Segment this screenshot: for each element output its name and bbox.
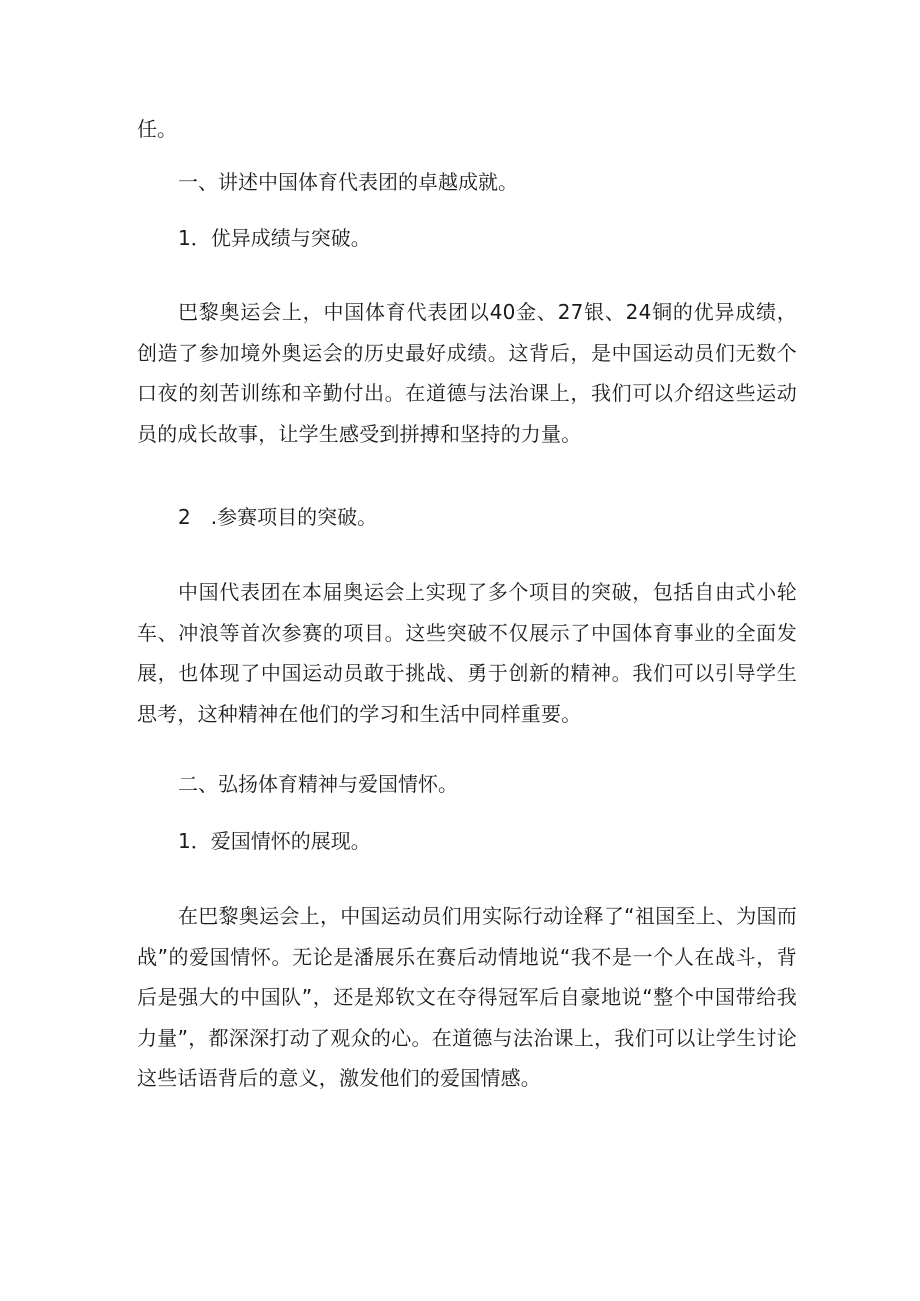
subsection-2-1-heading: 1．爱国情怀的展现。 — [178, 829, 371, 853]
fragment-text: 任。 — [137, 117, 177, 141]
subsection-1-1-body: 巴黎奥运会上，中国体育代表团以40金、27银、24铜的优异成绩，创造了参加境外奥运会的历史最好成绩。这背后，是中国运动员们无数个口夜的刻苦训练和辛勤付出。在道德与法治课上，我们可以介绍这些运动员的成长故事，让学生感受到拼搏和坚持的力量。 — [137, 300, 797, 446]
subsection-1-2-heading: 2 .参赛项目的突破。 — [178, 505, 378, 529]
subsection-1-2-body: 中国代表团在本届奥运会上实现了多个项目的突破，包括自由式小轮车、冲浪等首次参赛的项目。这些突破不仅展示了中国体育事业的全面发展，也体现了中国运动员敢于挑战、勇于创新的精神。我们可以引导学生思考，这种精神在他们的学习和生活中同样重要。 — [137, 580, 797, 726]
section-1-heading: 一、讲述中国体育代表团的卓越成就。 — [178, 170, 518, 194]
subsection-1-1-heading: 1．优异成绩与突破。 — [178, 226, 371, 250]
subsection-2-1-body: 在巴黎奥运会上，中国运动员们用实际行动诠释了“祖国至上、为国而战”的爱国情怀。无论是潘展乐在赛后动情地说“我不是一个人在战斗，背后是强大的中国队”，还是郑钦文在夺得冠军后自豪地说“整个中国带给我力量”，都深深打动了观众的心。在道德与法治课上，我们可以让学生讨论这些话语背后的意义，激发他们的爱国情感。 — [137, 904, 797, 1090]
section-2-heading: 二、弘扬体育精神与爱国情怀。 — [178, 772, 458, 796]
